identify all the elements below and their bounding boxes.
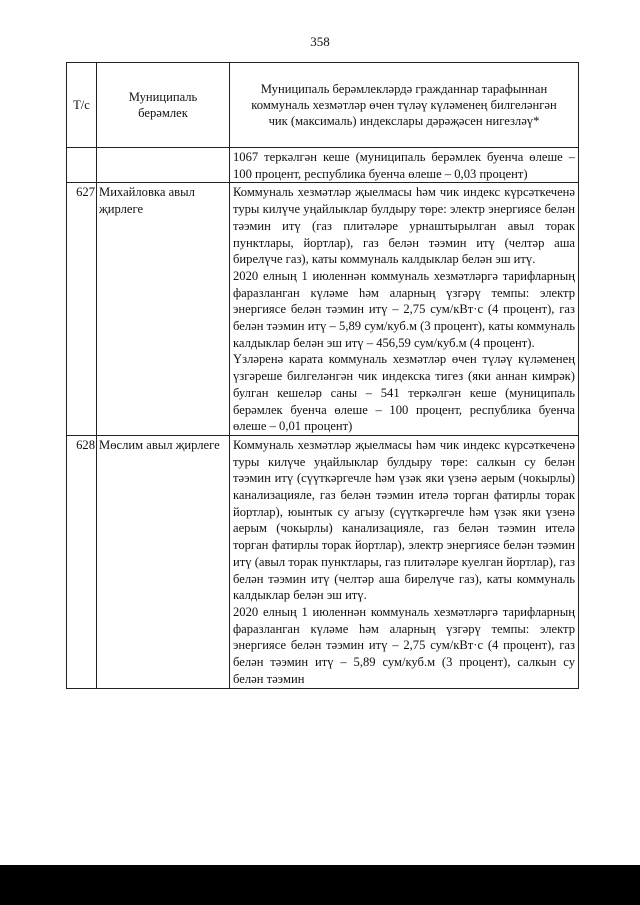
header-municipality: Муниципаль берәмлек: [97, 63, 230, 148]
row-municipality: Мөслим авыл җирлеге: [97, 435, 230, 688]
tariff-index-table: [66, 62, 579, 689]
continuation-num: [67, 148, 97, 183]
header-index: Муниципаль берәмлекләрдә гражданнар тарафыннан коммуналь хезмәтләр өчен түләү күләменең билгеләнгән чик (максималь) индекслары дәрәҗәсен нигезләү*: [230, 63, 579, 148]
row-paragraph: 2020 елның 1 июленнән коммуналь хезмәтләргә тарифларның фаразланган күләме һәм аларның үзгәрү темпы: электр энергиясе белән тәэмин итү – 2,75 сум/кВт·с (4 процент), газ белән тәэмин итү – 5,89 сум/куб.м (3 процент), каты коммуналь калдыклар белән эш итү – 456,59 сум/куб.м (4 процент).: [233, 268, 575, 350]
row-paragraph: 2020 елның 1 июленнән коммуналь хезмәтләргә тарифларның фаразланган күләме һәм аларның үзгәрү темпы: электр энергиясе белән тәэмин итү – 2,75 сум/кВт·с (4 процент), газ белән тәэмин итү – 5,89 сум/куб.м (3 процент), салкын су белән тәэмин: [233, 604, 575, 686]
table-row: [67, 183, 579, 436]
row-description: [230, 183, 579, 436]
scan-bottom-border: [0, 865, 640, 905]
row-paragraph: Коммуналь хезмәтләр җыелмасы һәм чик индекс күрсәткеченә туры килүче уңайлыклар булдыру төре: салкын су белән тәэмин итү (сүүткәргечле һәм үзәк яки үзенә аерым (чокырлы) канализацияле, газ белән тәэмин ителә торган фатирлы торак йортлар), юынтык су агызу (сүүткәргечле һәм үзәк яки үзенә аерым (чокырлы) канализацияле, газ белән тәэмин ителә торган фатирлы торак йортлар), электр энергиясе белән тәэмин итү (авыл торак пунктлары, газ плитәләре куелган йортлар), газ белән тәэмин итү (челтәр аша бирелүче газ), каты коммуналь калдыклар белән эш итү.: [233, 437, 575, 603]
header-num: Т/с: [67, 63, 97, 148]
table-header-row: [67, 63, 579, 148]
row-paragraph: Үзләренә карата коммуналь хезмәтләр өчен түләү күләменең үзгәреше билгеләнгән чик индекска тигез (яки аннан кимрәк) булган кешеләр саны – 541 теркәлгән кеше (муниципаль берәмлек буенча өлеше – 100 процент, республика буенча өлеше – 0,01 процент): [233, 352, 575, 434]
page-number: 358: [310, 34, 330, 49]
row-description: [230, 435, 579, 688]
row-municipality: Михайловка авыл җирлеге: [97, 183, 230, 436]
row-num: 628: [67, 435, 97, 688]
row-paragraph: Коммуналь хезмәтләр җыелмасы һәм чик индекс күрсәткеченә туры килүче уңайлыклар булдыру төре: электр энергиясе белән тәэмин итү (газ плитәләре урнаштырылган авыл торак пунктлары, йортлар), газ белән тәэмин итү (челтәр аша бирелүче газ), каты коммуналь калдыклар белән эш итү.: [233, 185, 575, 267]
continuation-text: [230, 148, 579, 183]
continuation-paragraph: 1067 теркәлгән кеше (муниципаль берәмлек буенча өлеше – 100 процент, республика буенча өлеше – 0,03 процент): [233, 150, 575, 181]
table-row: [67, 435, 579, 688]
continuation-name: [97, 148, 230, 183]
table-row-continuation: [67, 148, 579, 183]
row-num: 627: [67, 183, 97, 436]
